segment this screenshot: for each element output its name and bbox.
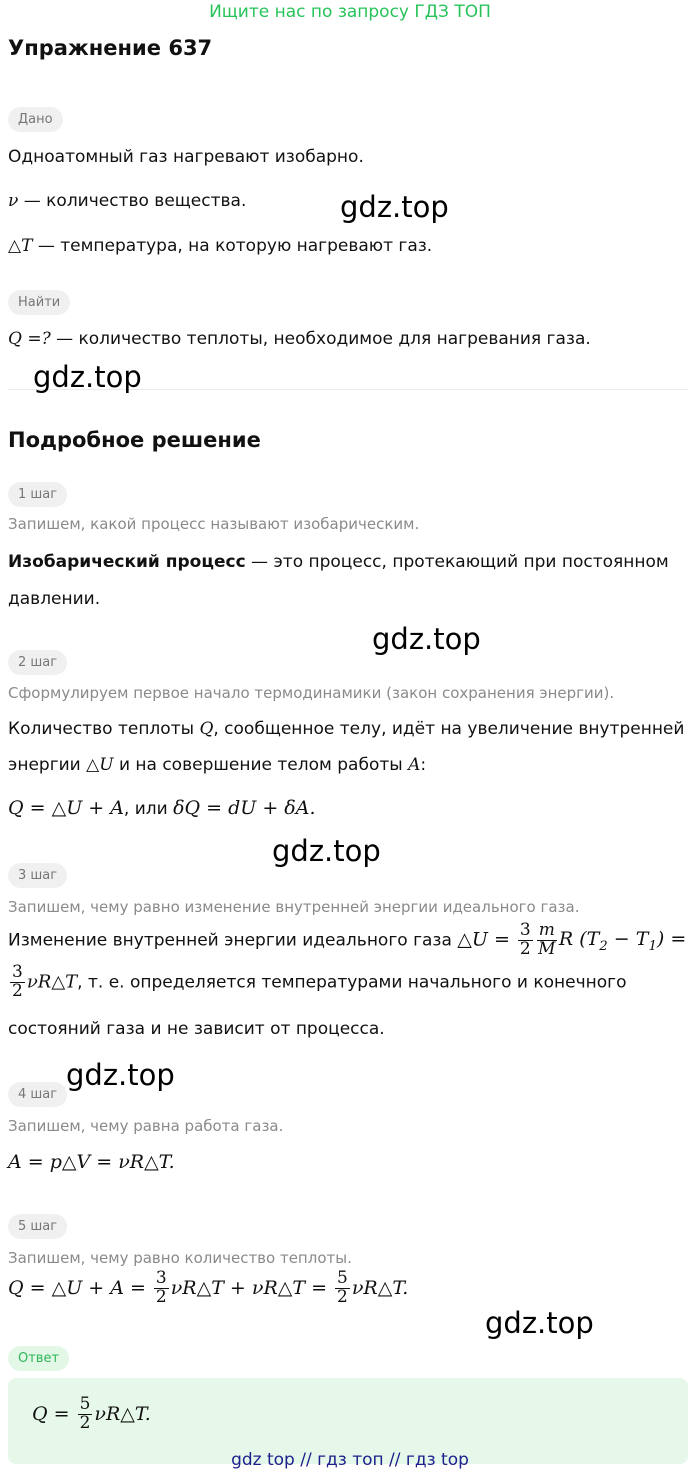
footer-links[interactable]: gdz top // гдз топ // гдз top xyxy=(231,1450,469,1470)
fraction-5-2-answer: $\frac{5}{2}$ xyxy=(79,1394,91,1433)
fraction-m-M: $\frac{m}{M}$ xyxy=(538,920,556,959)
step-3-line-3: состояний газа и не зависит от процесса. xyxy=(8,1019,385,1039)
fraction-3-2: $\frac{3}{2}$ xyxy=(519,920,531,959)
step-4-badge: 4 шаг xyxy=(8,1082,67,1107)
page-title: Упражнение 637 xyxy=(8,36,213,60)
given-badge: Дано xyxy=(8,107,63,132)
step-2-line-2: энергии △U и на совершение телом работы A: xyxy=(8,755,427,775)
step-5-badge: 5 шаг xyxy=(8,1214,67,1239)
step-1-line-2: давлении. xyxy=(8,589,101,609)
step-1-note: Запишем, какой процесс называют изобарическим. xyxy=(8,515,420,533)
watermark: gdz.top xyxy=(33,360,142,394)
step-2-equation: Q = △U + A, или δQ = dU + δA. xyxy=(8,797,316,819)
given-line-3: △T — температура, на которую нагревают газ. xyxy=(8,236,433,256)
find-badge: Найти xyxy=(8,290,70,315)
given-line-1: Одноатомный газ нагревают изобарно. xyxy=(8,147,364,167)
top-search-link[interactable]: Ищите нас по запросу ГДЗ ТОП xyxy=(209,2,491,22)
step-2-note: Сформулируем первое начало термодинамики (закон сохранения энергии). xyxy=(8,684,615,702)
answer-equation: Q = $\frac{5}{2}$ νR△T. xyxy=(32,1394,151,1433)
step-3-badge: 3 шаг xyxy=(8,863,67,888)
step-5-note: Запишем, чему равно количество теплоты. xyxy=(8,1249,352,1267)
watermark: gdz.top xyxy=(66,1058,175,1092)
step-4-equation: A = p△V = νR△T. xyxy=(8,1151,175,1173)
fraction-5-2: $\frac{5}{2}$ xyxy=(337,1268,348,1307)
step-3-line-1: Изменение внутренней энергии идеального газа △U = $\frac{3}{2}$ $\frac{m}{M}$ R $(T_2 - T_1)$ = xyxy=(8,920,687,959)
watermark: gdz.top xyxy=(340,190,449,224)
step-3-line-2: $\frac{3}{2}$ νR△T, т. е. определяется температурами начального и конечного xyxy=(12,962,627,1001)
step-1-badge: 1 шаг xyxy=(8,482,67,507)
watermark: gdz.top xyxy=(485,1306,594,1340)
step-3-note: Запишем, чему равно изменение внутренней энергии идеального газа. xyxy=(8,898,580,916)
watermark: gdz.top xyxy=(272,834,381,868)
answer-badge: Ответ xyxy=(8,1346,69,1371)
solution-title: Подробное решение xyxy=(8,428,261,452)
step-5-equation: Q = △U + A = $\frac{3}{2}$ νR△T + νR△T = $\frac{5}{2}$ νR△T. xyxy=(8,1268,409,1307)
step-1-line-1: Изобарический процесс — это процесс, протекающий при постоянном xyxy=(8,552,669,572)
fraction-3-2-c: $\frac{3}{2}$ xyxy=(155,1268,167,1307)
given-line-2: ν — количество вещества. xyxy=(8,191,247,211)
step-2-badge: 2 шаг xyxy=(8,650,67,675)
fraction-3-2-b: $\frac{3}{2}$ xyxy=(12,962,23,1001)
find-line: Q =? — количество теплоты, необходимое для нагревания газа. xyxy=(8,329,591,349)
step-2-line-1: Количество теплоты Q, сообщенное телу, идёт на увеличение внутренней xyxy=(8,719,685,739)
watermark: gdz.top xyxy=(372,622,481,656)
step-4-note: Запишем, чему равна работа газа. xyxy=(8,1117,284,1135)
